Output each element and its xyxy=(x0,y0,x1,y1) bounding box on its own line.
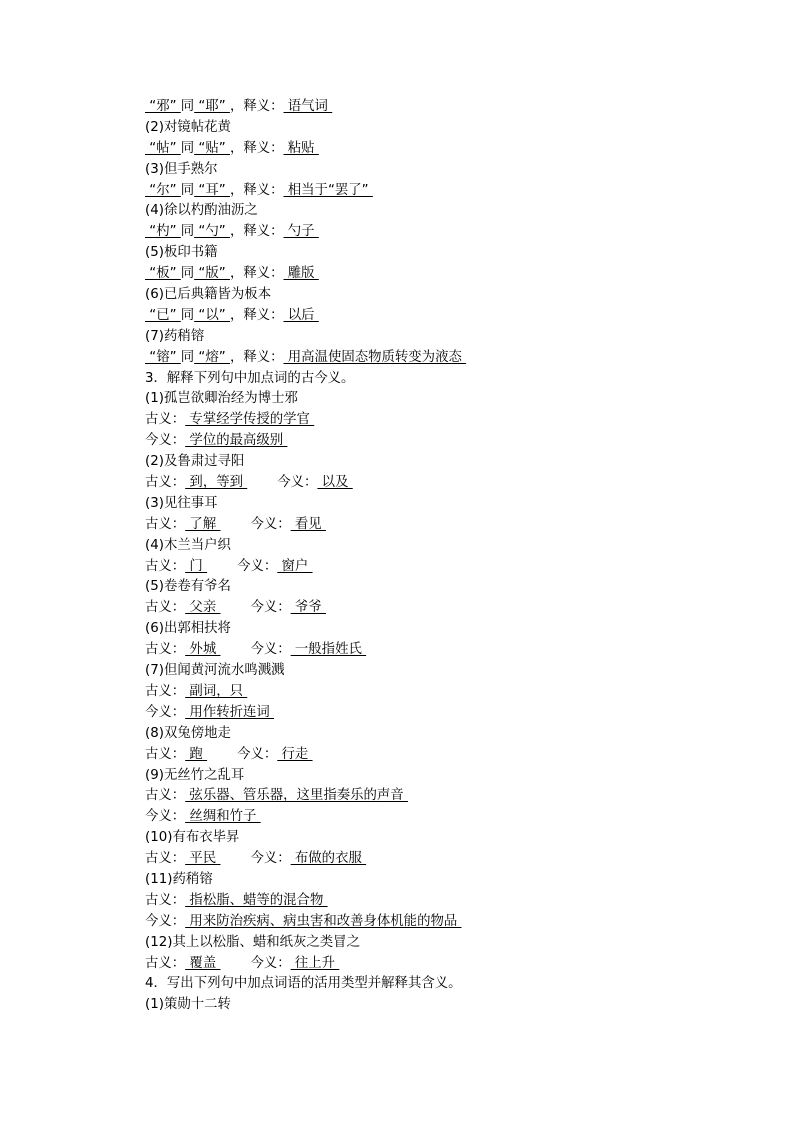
blank-answer: 粘贴 xyxy=(283,140,319,156)
blank-answer: 学位的最高级别 xyxy=(185,433,288,449)
text-line: (8)双兔傍地走 xyxy=(145,725,231,741)
blank-answer: 父亲 xyxy=(185,600,221,616)
text-line: (3)但手熟尔 xyxy=(145,161,218,177)
document-page xyxy=(145,97,745,1016)
meaning-label: ，释义： xyxy=(229,224,284,240)
modern-meaning-label: 今义： xyxy=(250,516,291,532)
modern-meaning-label: 今义： xyxy=(277,475,318,491)
text-line: (9)无丝竹之乱耳 xyxy=(145,767,245,783)
blank-answer: “贴” xyxy=(194,140,230,156)
meaning-label: ，释义： xyxy=(229,140,284,156)
blank-answer: 以及 xyxy=(317,475,353,491)
meaning-answer-line xyxy=(145,786,745,807)
blank-answer: “尔” xyxy=(145,182,181,198)
ancient-meaning-label: 古义： xyxy=(145,851,186,867)
tong-label: 同 xyxy=(180,266,195,282)
text-line: (11)药稍镕 xyxy=(145,871,213,887)
text-line: (2)及鲁肃过寻阳 xyxy=(145,454,245,470)
tongjia-answer-line xyxy=(145,264,745,285)
blank-answer: “镕” xyxy=(145,349,181,365)
meaning-label: ，释义： xyxy=(229,182,284,198)
tongjia-answer-line xyxy=(145,222,745,243)
blank-answer: 了解 xyxy=(185,516,221,532)
tong-label: 同 xyxy=(180,307,195,323)
blank-answer: 爷爷 xyxy=(290,600,326,616)
ancient-meaning-label: 古义： xyxy=(145,475,186,491)
text-line: (7)药稍镕 xyxy=(145,328,205,344)
blank-answer: 用作转折连词 xyxy=(185,704,275,720)
blank-answer: 平民 xyxy=(185,851,221,867)
text-line: (6)出郭相扶将 xyxy=(145,621,231,637)
text-line: (5)板印书籍 xyxy=(145,245,218,261)
meaning-label: ，释义： xyxy=(229,349,284,365)
blank-answer: 勺子 xyxy=(283,224,319,240)
meaning-answer-line xyxy=(145,954,745,975)
text-line: (4)木兰当户织 xyxy=(145,537,231,553)
blank-answer: 布做的衣服 xyxy=(290,851,367,867)
blank-answer: “邪” xyxy=(145,99,181,114)
blank-answer: “以” xyxy=(194,307,230,323)
blank-answer: “帖” xyxy=(145,140,181,156)
text-line: (2)对镜帖花黄 xyxy=(145,119,231,135)
text-line: (6)已后典籍皆为板本 xyxy=(145,287,272,303)
blank-answer: 语气词 xyxy=(283,99,333,114)
blank-answer: “杓” xyxy=(145,224,181,240)
meaning-label: 古义： xyxy=(145,683,186,699)
text-line: (12)其上以松脂、蜡和纸灰之类冒之 xyxy=(145,934,360,950)
meaning-label: ，释义： xyxy=(229,99,284,114)
tongjia-answer-line xyxy=(145,348,745,369)
meaning-label: 古义： xyxy=(145,412,186,428)
meaning-label: 古义： xyxy=(145,788,186,804)
blank-answer: 用来防治疾病、病虫害和改善身体机能的物品 xyxy=(185,913,462,929)
blank-answer: 窗户 xyxy=(277,558,313,574)
meaning-answer-line xyxy=(145,598,745,619)
meaning-answer-line xyxy=(145,515,745,536)
meaning-answer-line xyxy=(145,473,745,494)
tongjia-answer-line xyxy=(145,181,745,202)
meaning-answer-line xyxy=(145,745,745,766)
blank-answer: 雕版 xyxy=(283,266,319,282)
blank-answer: “熔” xyxy=(194,349,230,365)
text-line: (7)但闻黄河流水鸣溅溅 xyxy=(145,663,285,679)
meaning-answer-line xyxy=(145,849,745,870)
modern-meaning-label: 今义： xyxy=(237,746,278,762)
tong-label: 同 xyxy=(180,349,195,365)
tong-label: 同 xyxy=(180,182,195,198)
meaning-answer-line xyxy=(145,557,745,578)
tong-label: 同 xyxy=(180,224,195,240)
modern-meaning-label: 今义： xyxy=(250,642,291,658)
modern-meaning-label: 今义： xyxy=(250,955,291,971)
modern-meaning-label: 今义： xyxy=(250,600,291,616)
text-line: 4．写出下列句中加点词语的活用类型并解释其含义。 xyxy=(145,976,462,992)
ancient-meaning-label: 古义： xyxy=(145,955,186,971)
blank-answer: 行走 xyxy=(277,746,313,762)
text-line: (5)卷卷有爷名 xyxy=(145,579,231,595)
blank-answer: 跑 xyxy=(185,746,208,762)
blank-answer: 往上升 xyxy=(290,955,340,971)
blank-answer: “勺” xyxy=(194,224,230,240)
meaning-label: 今义： xyxy=(145,433,186,449)
ancient-meaning-label: 古义： xyxy=(145,746,186,762)
ancient-meaning-label: 古义： xyxy=(145,516,186,532)
blank-answer: 专掌经学传授的学官 xyxy=(185,412,315,428)
text-line: (1)孤岂欲卿治经为博士邪 xyxy=(145,391,298,407)
blank-answer: 门 xyxy=(185,558,208,574)
blank-answer: 以后 xyxy=(283,307,319,323)
blank-answer: 看见 xyxy=(290,516,326,532)
blank-answer: 外城 xyxy=(185,642,221,658)
meaning-answer-line xyxy=(145,410,745,431)
meaning-answer-line xyxy=(145,682,745,703)
ancient-meaning-label: 古义： xyxy=(145,642,186,658)
blank-answer: 弦乐器、管乐器，这里指奏乐的声音 xyxy=(185,788,408,804)
text-line: (10)有布衣毕昇 xyxy=(145,830,240,846)
blank-answer: 覆盖 xyxy=(185,955,221,971)
blank-answer: 到，等到 xyxy=(185,475,248,491)
blank-answer: “耳” xyxy=(194,182,230,198)
tongjia-answer-line xyxy=(145,97,745,118)
modern-meaning-label: 今义： xyxy=(237,558,278,574)
tong-label: 同 xyxy=(180,99,195,114)
modern-meaning-label: 今义： xyxy=(250,851,291,867)
blank-answer: 相当于“罢了” xyxy=(283,182,373,198)
blank-answer: 丝绸和竹子 xyxy=(185,809,261,825)
blank-answer: “已” xyxy=(145,307,181,323)
tongjia-answer-line xyxy=(145,306,745,327)
meaning-answer-line xyxy=(145,431,745,452)
blank-answer: 指松脂、蜡等的混合物 xyxy=(185,892,328,908)
text-line: 3．解释下列句中加点词的古今义。 xyxy=(145,370,355,386)
text-line: (4)徐以杓酌油沥之 xyxy=(145,203,258,219)
meaning-answer-line xyxy=(145,891,745,912)
meaning-label: 今义： xyxy=(145,704,186,720)
meaning-label: ，释义： xyxy=(229,266,284,282)
text-line: (1)策勋十二转 xyxy=(145,997,231,1013)
ancient-meaning-label: 古义： xyxy=(145,600,186,616)
blank-answer: “板” xyxy=(145,266,181,282)
meaning-label: ，释义： xyxy=(229,307,284,323)
blank-answer: 用高温使固态物质转变为液态 xyxy=(283,349,467,365)
meaning-label: 今义： xyxy=(145,809,186,825)
tong-label: 同 xyxy=(180,140,195,156)
meaning-label: 古义： xyxy=(145,892,186,908)
meaning-answer-line xyxy=(145,807,745,828)
blank-answer: “耶” xyxy=(194,99,230,114)
meaning-label: 今义： xyxy=(145,913,186,929)
blank-answer: 一般指姓氏 xyxy=(290,642,367,658)
meaning-answer-line xyxy=(145,703,745,724)
text-line: (3)见往事耳 xyxy=(145,495,218,511)
blank-answer: 副词，只 xyxy=(185,683,248,699)
meaning-answer-line xyxy=(145,912,745,933)
blank-answer: “版” xyxy=(194,266,230,282)
tongjia-answer-line xyxy=(145,139,745,160)
ancient-meaning-label: 古义： xyxy=(145,558,186,574)
meaning-answer-line xyxy=(145,640,745,661)
